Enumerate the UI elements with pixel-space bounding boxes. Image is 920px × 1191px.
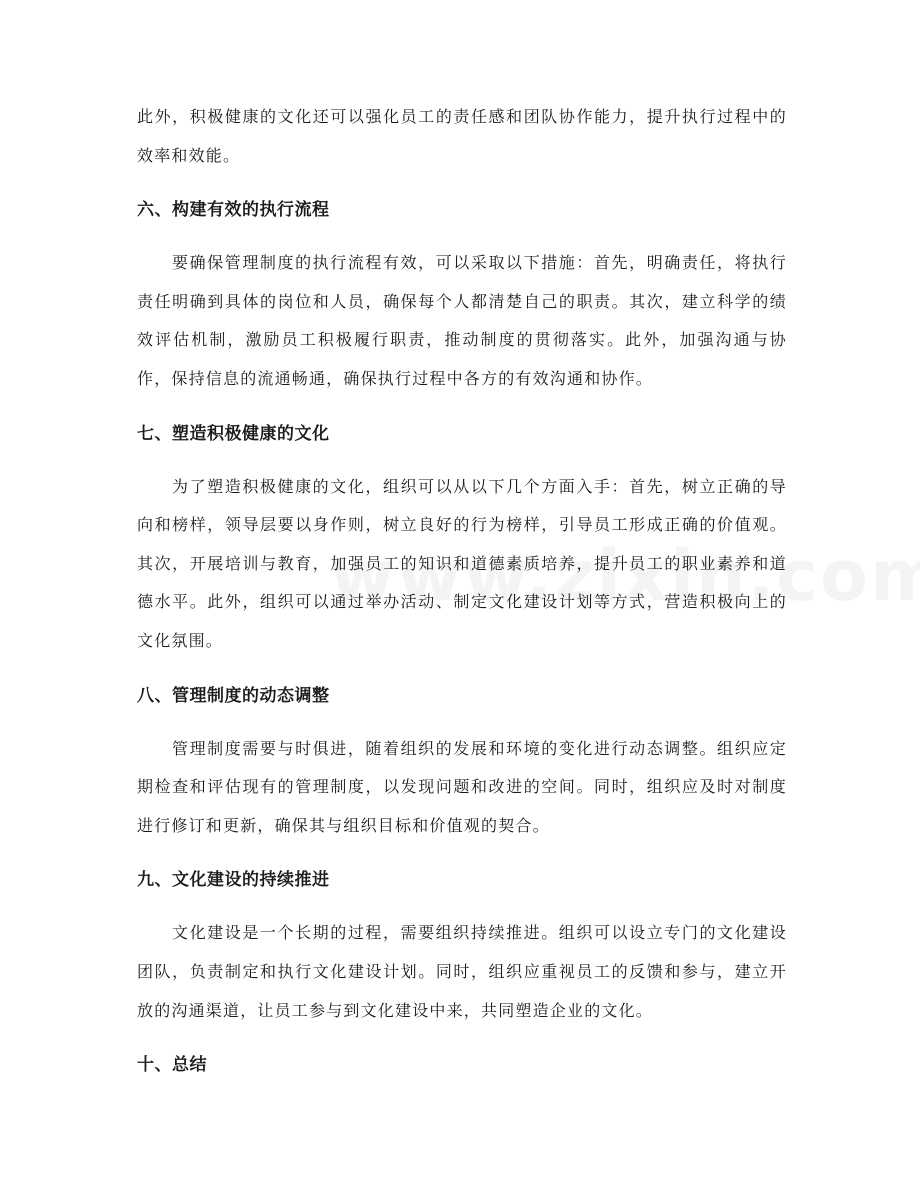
section-10-heading: 十、总结 bbox=[137, 1055, 207, 1076]
section-8-heading: 八、管理制度的动态调整 bbox=[137, 685, 330, 706]
section-9-heading: 九、文化建设的持续推进 bbox=[137, 870, 330, 891]
section-7-heading: 七、塑造积极健康的文化 bbox=[137, 423, 330, 444]
section-6-heading: 六、构建有效的执行流程 bbox=[137, 200, 330, 221]
section-9-body: 文化建设是一个长期的过程，需要组织持续推进。组织可以设立专门的文化建设团队，负责制定和执行文化建设计划。同时，组织应重视员工的反馈和参与，建立开放的沟通渠道，让员工参与到文化建设中来，共同塑造企业的文化。 bbox=[137, 923, 787, 1020]
document-body bbox=[137, 98, 787, 1084]
section-6-body: 要确保管理制度的执行流程有效，可以采取以下措施：首先，明确责任，将执行责任明确到具体的岗位和人员，确保每个人都清楚自己的职责。其次，建立科学的绩效评估机制，激励员工积极履行职责，推动制度的贯彻落实。此外，加强沟通与协作，保持信息的流通畅通，确保执行过程中各方的有效沟通和协作。 bbox=[137, 253, 787, 388]
section-7-body: 为了塑造积极健康的文化，组织可以从以下几个方面入手：首先，树立正确的导向和榜样，领导层要以身作则，树立良好的行为榜样，引导员工形成正确的价值观。其次，开展培训与教育，加强员工的知识和道德素质培养，提升员工的职业素养和道德水平。此外，组织可以通过举办活动、制定文化建设计划等方式，营造积极向上的文化氛围。 bbox=[137, 476, 787, 650]
intro-paragraph: 此外，积极健康的文化还可以强化员工的责任感和团队协作能力，提升执行过程中的效率和效能。 bbox=[137, 107, 787, 165]
section-8-body: 管理制度需要与时俱进，随着组织的发展和环境的变化进行动态调整。组织应定期检查和评估现有的管理制度，以发现问题和改进的空间。同时，组织应及时对制度进行修订和更新，确保其与组织目标和价值观的契合。 bbox=[137, 738, 787, 835]
